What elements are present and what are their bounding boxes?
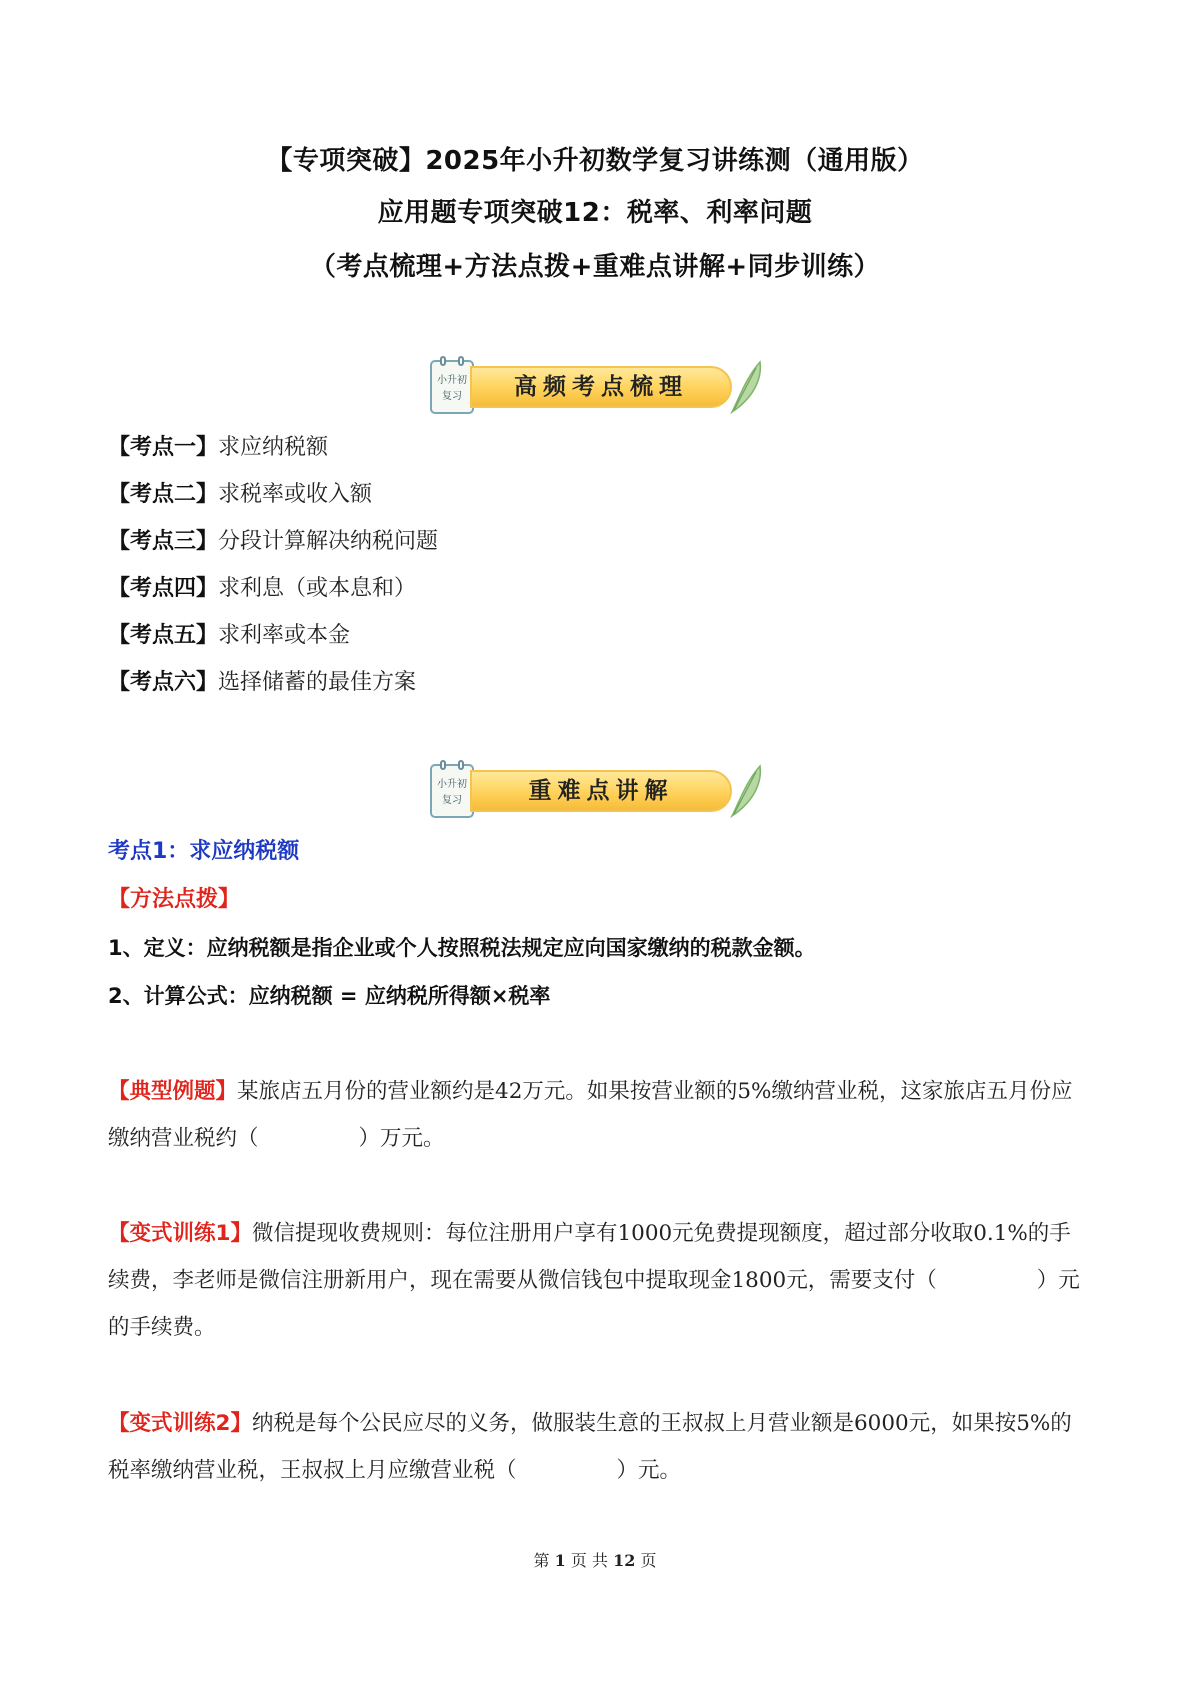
list-item: 【考点一】求应纳税额	[108, 435, 329, 460]
kaodian-list	[108, 428, 438, 710]
formula-line: 2、计算公式：应纳税额 = 应纳税所得额×税率	[108, 984, 551, 1008]
doc-title-line2: 应用题专项突破12：税率、利率问题	[377, 198, 813, 228]
leaf-icon	[726, 760, 766, 822]
notepad-text-2: 复习	[442, 391, 462, 402]
banner-label: 重难点讲解	[528, 778, 674, 804]
list-item: 【考点三】分段计算解决纳税问题	[108, 529, 439, 554]
notepad-icon	[430, 360, 474, 414]
practice2-tag: 【变式训练2】	[108, 1411, 252, 1436]
section-heading: 考点1：求应纳税额	[108, 839, 300, 864]
notepad-text-1: 小升初	[437, 375, 467, 386]
example-paragraph: 【典型例题】某旅店五月份的营业额约是42万元。如果按营业额的5%缴纳营业税，这家旅店五月份应缴纳营业税约（ ）万元。	[108, 1079, 1073, 1151]
banner-bar	[470, 366, 732, 408]
definition-line: 1、定义：应纳税额是指企业或个人按照税法规定应向国家缴纳的税款金额。	[108, 936, 816, 960]
notepad-icon	[430, 764, 474, 818]
banner-high-frequency	[430, 356, 765, 418]
practice2-paragraph: 【变式训练2】纳税是每个公民应尽的义务，做服装生意的王叔叔上月营业额是6000元，如果按5%的税率缴纳营业税，王叔叔上月应缴营业税（ ）元。	[108, 1411, 1072, 1483]
page-footer: 第 1 页 共 12 页	[533, 1551, 657, 1570]
banner-key-points	[430, 760, 765, 822]
banner-bar	[470, 770, 732, 812]
list-item: 【考点五】求利率或本金	[108, 623, 351, 648]
method-tag: 【方法点拨】	[108, 887, 241, 912]
list-item: 【考点二】求税率或收入额	[108, 482, 373, 507]
practice1-paragraph: 【变式训练1】微信提现收费规则：每位注册用户享有1000元免费提现额度，超过部分收取0.1%的手续费，李老师是微信注册新用户，现在需要从微信钱包中提取现金1800元，需要支付（ ）元的手续费。	[108, 1221, 1080, 1340]
example-tag: 【典型例题】	[108, 1079, 238, 1104]
leaf-icon	[726, 356, 766, 418]
banner-label: 高频考点梳理	[514, 374, 688, 400]
notepad-text-1: 小升初	[437, 779, 467, 790]
doc-title-line3: （考点梳理+方法点拨+重难点讲解+同步训练）	[309, 252, 881, 282]
list-item: 【考点六】选择储蓄的最佳方案	[108, 670, 417, 695]
doc-title-line1: 【专项突破】2025年小升初数学复习讲练测（通用版）	[266, 146, 924, 176]
list-item: 【考点四】求利息（或本息和）	[108, 576, 417, 601]
practice1-tag: 【变式训练1】	[108, 1221, 252, 1246]
notepad-text-2: 复习	[442, 795, 462, 806]
